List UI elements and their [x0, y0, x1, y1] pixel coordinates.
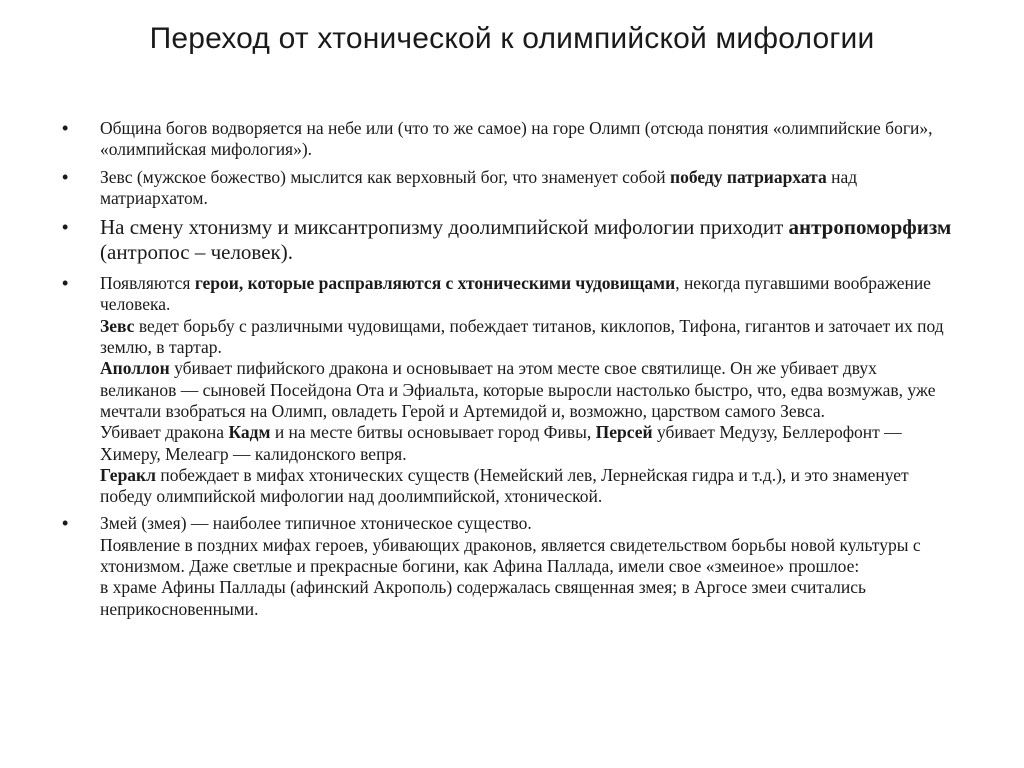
bullet-marker: • — [62, 166, 69, 187]
text-run: Убивает дракона — [100, 422, 229, 443]
paragraph-athena-temple: в храме Афины Паллады (афинский Акрополь) содержалась священная змея; в Аргосе змеи считались неприкосновенными. — [100, 577, 867, 619]
bullet-text: Община богов водворяется на небе или (что то же самое) на горе Олимп (отсюда понятия «олимпийские боги», «олимпийская мифология»). — [100, 118, 933, 160]
text-run: (антропос – человек). — [100, 240, 293, 265]
bullet-marker: • — [62, 273, 69, 294]
paragraph-zeus — [100, 316, 952, 359]
bold-term: антропоморфизм — [788, 215, 952, 240]
bullet-item-heroes — [62, 273, 952, 507]
bold-term: Кадм — [228, 422, 271, 443]
bold-term: герои, которые расправляются с хтоническими чудовищами — [194, 273, 676, 294]
bullet-text — [100, 167, 857, 208]
text-run: и на месте битвы основывает город Фивы, — [270, 422, 596, 443]
bullet-item-zeus — [62, 167, 952, 210]
text-run: На смену хтонизму и миксантропизму доолимпийской мифологии приходит — [100, 215, 789, 240]
bullet-list — [62, 118, 952, 626]
bullet-item-serpent — [62, 513, 952, 619]
text-run: убивает Медузу, Беллерофонт — Химеру, Мелеагр — калидонского вепря. — [100, 422, 902, 464]
paragraph-serpent: Змей (змея) — наиболее типичное хтоническое существо. — [100, 513, 532, 534]
bullet-text — [100, 513, 952, 619]
bullet-text — [100, 273, 952, 507]
text-run: над матриархатом. — [100, 166, 858, 208]
bullet-marker: • — [62, 217, 69, 238]
bold-term: Аполлон — [100, 358, 170, 379]
paragraph-cadmus-perseus — [100, 422, 952, 465]
paragraph-apollo — [100, 358, 952, 422]
text-run: Зевс (мужское божество) мыслится как верховный бог, что знаменует собой — [100, 166, 671, 187]
text-run: ведет борьбу с различными чудовищами, побеждает титанов, киклопов, Тифона, гигантов и заточает их под землю, в тартар. — [100, 315, 944, 358]
slide-title: Переход от хтонической к олимпийской мифологии — [149, 22, 875, 55]
bullet-text — [100, 215, 951, 264]
bold-term: Зевс — [100, 315, 135, 336]
paragraph-heroes — [100, 273, 952, 316]
bold-term: Персей — [595, 422, 653, 443]
bullet-marker: • — [62, 118, 69, 138]
paragraph-dragon-slayers: Появление в поздних мифах героев, убивающих драконов, является свидетельством борьбы новой культуры с хтонизмом. Даже светлые и прекрасные богини, как Афина Паллада, имели свое «змеиное» прошлое: — [100, 534, 921, 577]
bold-term: Геракл — [100, 464, 156, 485]
bullet-item-anthropomorphism — [62, 215, 952, 265]
bold-term: победу патриархата — [670, 166, 827, 187]
bullet-item-olympus — [62, 118, 952, 161]
text-run: побеждает в мифах хтонических существ (Немейский лев, Лернейская гидра и т.д.), и это знаменует победу олимпийской мифологии над доолимпийской, хтонической. — [100, 464, 909, 507]
text-run: убивает пифийского дракона и основывает на этом месте свое святилище. Он же убивает двух великанов — сыновей Посейдона Ота и Эфиальта, которые выросли настолько быстро, что, едва возмужав, уже мечтали взобраться на Олимп, овладеть Герой и Артемидой и, возможно, царством самого Зевса. — [100, 358, 936, 421]
text-run: , некогда пугавшими воображение человека. — [100, 273, 931, 315]
bullet-marker: • — [62, 513, 69, 534]
text-run: Появляются — [100, 273, 195, 294]
paragraph-heracles — [100, 465, 952, 508]
